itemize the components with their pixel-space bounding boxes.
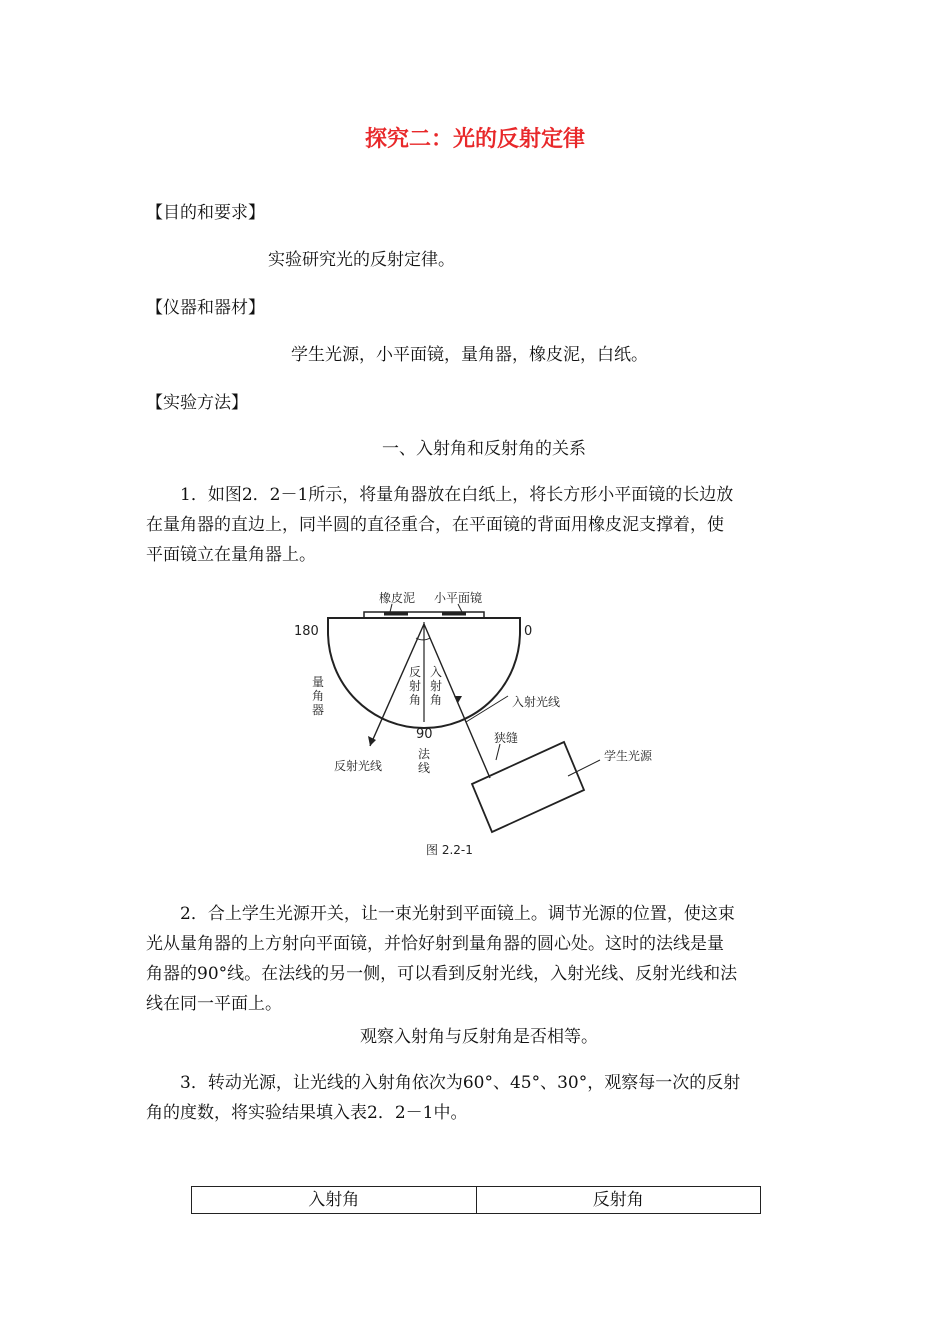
label-reflect-angle: 射 (409, 679, 422, 693)
label-normal: 线 (418, 761, 431, 775)
purpose-text: 实验研究光的反射定律。 (268, 250, 455, 270)
step-3-line: 角的度数，将实验结果填入表2．2－1中。 (146, 1103, 468, 1123)
label-protractor: 角 (312, 689, 325, 703)
step-2-line: 线在同一平面上。 (146, 994, 282, 1014)
label-0: 0 (524, 624, 533, 639)
step-3-paragraph (146, 1068, 806, 1128)
label-slit: 狭缝 (494, 731, 519, 745)
label-normal: 法 (418, 747, 431, 761)
apparatus-heading: 【仪器和器材】 (146, 298, 265, 318)
label-reflect-angle: 角 (409, 693, 422, 707)
label-180: 180 (294, 624, 319, 639)
results-table (191, 1186, 761, 1214)
label-protractor: 器 (312, 703, 325, 717)
label-incident-ray: 入射光线 (512, 695, 561, 709)
observe-text: 观察入射角与反射角是否相等。 (360, 1027, 598, 1047)
step-2-line: 光从量角器的上方射向平面镜，并恰好射到量角器的圆心处。这时的法线是量 (146, 934, 724, 954)
method-heading: 【实验方法】 (146, 393, 248, 413)
step-1-paragraph (146, 480, 806, 570)
label-light-source: 学生光源 (604, 749, 653, 763)
method-subheading: 一、入射角和反射角的关系 (382, 439, 586, 459)
step-2-line: 角器的90°线。在法线的另一侧，可以看到反射光线，入射光线、反射光线和法 (146, 964, 738, 984)
step-1-line: 在量角器的直边上，同半圆的直径重合，在平面镜的背面用橡皮泥支撑着，使 (146, 515, 724, 535)
label-reflected-ray: 反射光线 (334, 759, 383, 773)
figure-caption: 图 2.2-1 (426, 843, 473, 857)
figure-2-2-1 (290, 582, 670, 862)
page-title: 探究二：光的反射定律 (364, 127, 585, 152)
label-plasticine: 橡皮泥 (379, 591, 416, 605)
label-incident-angle: 入 (430, 665, 443, 679)
label-reflect-angle: 反 (409, 665, 422, 679)
table-header-incident: 入射角 (308, 1190, 360, 1210)
label-mirror: 小平面镜 (434, 591, 483, 605)
purpose-heading: 【目的和要求】 (146, 203, 265, 223)
step-1-line: 平面镜立在量角器上。 (146, 545, 316, 565)
step-3-line: 3．转动光源，让光线的入射角依次为60°、45°、30°，观察每一次的反射 (180, 1073, 741, 1093)
label-90: 90 (416, 727, 433, 742)
label-protractor: 量 (312, 675, 325, 689)
step-2-line: 2．合上学生光源开关，让一束光射到平面镜上。调节光源的位置，使这束 (180, 904, 735, 924)
step-1-line: 1．如图2．2－1所示，将量角器放在白纸上，将长方形小平面镜的长边放 (180, 485, 734, 505)
table-header-reflection: 反射角 (476, 1187, 761, 1213)
light-source-box (472, 742, 584, 832)
step-2-paragraph (146, 899, 806, 1019)
apparatus-text: 学生光源，小平面镜，量角器，橡皮泥，白纸。 (291, 345, 648, 365)
label-incident-angle: 射 (430, 679, 443, 693)
label-incident-angle: 角 (430, 693, 443, 707)
